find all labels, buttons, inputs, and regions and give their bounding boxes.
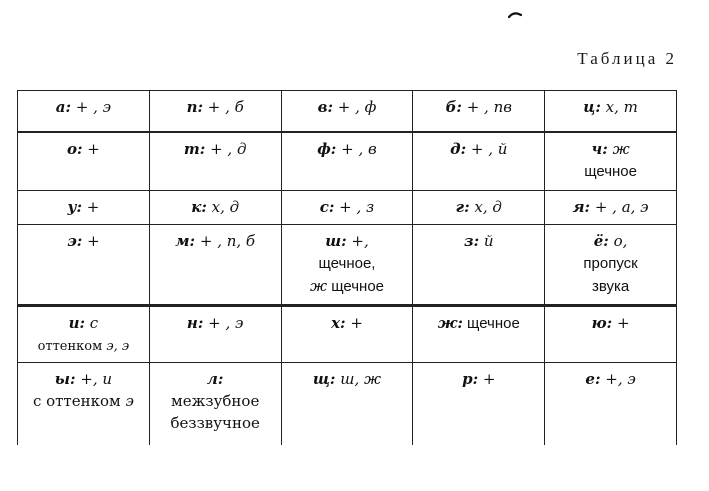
table-caption: Таблица 2 bbox=[577, 49, 677, 68]
table-cell: ф: + , в bbox=[281, 132, 413, 191]
table-cell: ю: + bbox=[545, 306, 677, 363]
table-row bbox=[18, 225, 677, 306]
table-cell: е: +, э bbox=[545, 363, 677, 446]
table-cell: с: + , з bbox=[281, 191, 413, 225]
table-cell: а: + , э bbox=[18, 91, 150, 133]
table-cell: д: + , й bbox=[413, 132, 545, 191]
table-row bbox=[18, 132, 677, 191]
table-cell: з: й bbox=[413, 225, 545, 306]
table-cell: р: + bbox=[413, 363, 545, 446]
table-cell: ц: х, т bbox=[545, 91, 677, 133]
table-cell: ш: +, щечное, ж щечное bbox=[281, 225, 413, 306]
table-cell: э: + bbox=[18, 225, 150, 306]
table-cell: щ: ш, ж bbox=[281, 363, 413, 446]
table-cell: к: х, д bbox=[149, 191, 281, 225]
table-cell: т: + , д bbox=[149, 132, 281, 191]
table-cell: м: + , п, б bbox=[149, 225, 281, 306]
table-cell: ч: ж щечное bbox=[545, 132, 677, 191]
table-cell: н: + , э bbox=[149, 306, 281, 363]
table-cell: х: + bbox=[281, 306, 413, 363]
table-cell: ж: щечное bbox=[413, 306, 545, 363]
table-cell: л: межзубное беззвучное bbox=[149, 363, 281, 446]
table-cell: ё: о, пропуск звука bbox=[545, 225, 677, 306]
ink-mark bbox=[508, 11, 522, 19]
table-cell: г: х, д bbox=[413, 191, 545, 225]
table-row bbox=[18, 91, 677, 133]
table-cell: и: с оттенком э, э bbox=[18, 306, 150, 363]
letter-table bbox=[17, 90, 677, 445]
table-cell: я: + , а, э bbox=[545, 191, 677, 225]
table-cell: у: + bbox=[18, 191, 150, 225]
table-cell: п: + , б bbox=[149, 91, 281, 133]
table-cell: о: + bbox=[18, 132, 150, 191]
table-cell: в: + , ф bbox=[281, 91, 413, 133]
table-row bbox=[18, 363, 677, 446]
table-row bbox=[18, 306, 677, 363]
table-cell: б: + , пв bbox=[413, 91, 545, 133]
table-cell: ы: +, и с оттенком э bbox=[18, 363, 150, 446]
table-row bbox=[18, 191, 677, 225]
